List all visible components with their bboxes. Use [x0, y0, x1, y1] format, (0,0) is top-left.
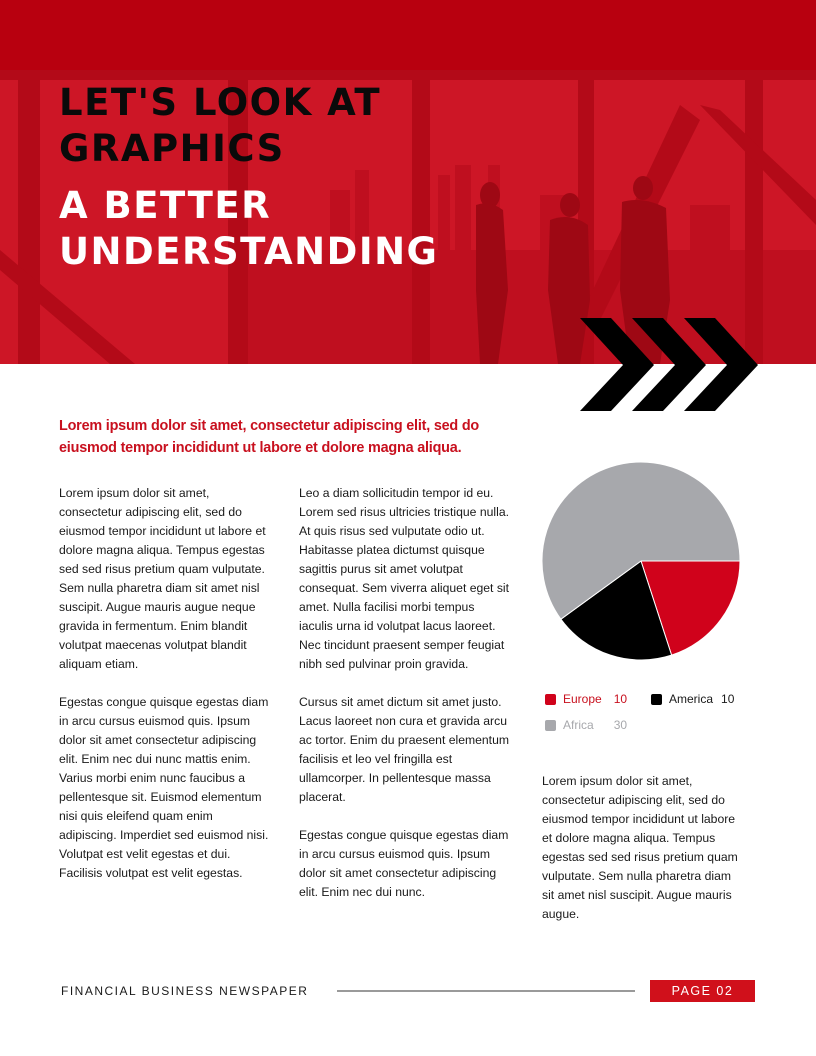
- text-column-2: [299, 484, 509, 921]
- chevron-arrows-icon: [578, 318, 758, 414]
- legend-swatch-icon: [545, 720, 556, 731]
- lead-paragraph: Lorem ipsum dolor sit amet, consectetur adipiscing elit, sed do eiusmod tempor incididunt ut labore et dolore magna aliqua.: [59, 418, 480, 456]
- paragraph: Leo a diam sollicitudin tempor id eu. Lorem sed risus ultricies tristique nulla. At quis risus sed vulputate odio ut. Habitasse platea dictumst quisque sagittis purus sit amet volutpat consequat. Sem viverra aliquet eget sit amet. Nulla facilisi morbi tempus iaculis urna id volutpat lacus laoreet. Nec tincidunt praesent semper feugiat nibh sed pulvinar proin gravida.: [299, 486, 510, 671]
- legend-item-africa: [545, 718, 627, 732]
- legend-label: Europe: [563, 692, 602, 706]
- legend-swatch-icon: [545, 694, 556, 705]
- page-number-badge: PAGE 02: [650, 980, 755, 1002]
- legend-value: 10: [721, 692, 735, 706]
- legend-label: Africa: [563, 718, 594, 732]
- pie-chart: [540, 460, 744, 664]
- legend-item-america: [651, 692, 734, 706]
- chevron-shape: [580, 318, 654, 411]
- paragraph: Lorem ipsum dolor sit amet, consectetur adipiscing elit, sed do eiusmod tempor incididunt ut labore et dolore magna aliqua. Tempus egestas sed sed risus pretium quam vulputate. Sem nulla pharetra diam sit amet nisl suscipit. Augue mauris augue neque gravida in fermentum. Enim blandit volutpat maecenas volutpat blandit aliquam etiam.: [59, 486, 266, 671]
- legend-value: 10: [613, 692, 628, 706]
- paragraph: Egestas congue quisque egestas diam in arcu cursus euismod quis. Ipsum dolor sit amet consectetur adipiscing elit. Enim nec dui nunc mattis enim. Varius morbi enim nunc faucibus a pellentesque sit. Euismod elementum nisi quis eleifend quam enim adipiscing. Imperdiet sed euismod nisi. Volutpat est velit egestas et dui. Facilisis volutpat est velit egestas.: [59, 695, 269, 880]
- legend-swatch-icon: [651, 694, 662, 705]
- footer-divider: [337, 990, 635, 992]
- legend-label: America: [669, 692, 714, 706]
- text-column-1: [59, 484, 269, 902]
- city-skyline-photo: [0, 0, 816, 364]
- legend-value: 30: [613, 718, 628, 732]
- paragraph: Egestas congue quisque egestas diam in arcu cursus euismod quis. Ipsum dolor sit amet consectetur adipiscing elit. Enim nec dui nunc.: [299, 828, 509, 899]
- publication-name: FINANCIAL BUSINESS NEWSPAPER: [61, 984, 309, 998]
- headline-secondary: A BETTER UNDERSTANDING: [59, 184, 439, 273]
- headline-primary: LET'S LOOK AT GRAPHICS: [59, 81, 382, 170]
- paragraph: Cursus sit amet dictum sit amet justo. Lacus laoreet non cura et gravida arcu ac tortor. Enim du praesent elementum facilisis et leo vel fringilla est ullamcorper. In pellentesque massa placerat.: [299, 695, 510, 804]
- legend-item-europe: [545, 692, 627, 706]
- text-column-3: [542, 772, 742, 943]
- hero-banner: [0, 0, 816, 364]
- paragraph: Lorem ipsum dolor sit amet, consectetur adipiscing elit, sed do eiusmod tempor incididunt ut labore et dolore magna aliqua. Tempus egestas sed sed risus pretium quam vulputate. Sem nulla pharetra diam sit amet nisl suscipit. Augue mauris augue.: [542, 774, 738, 921]
